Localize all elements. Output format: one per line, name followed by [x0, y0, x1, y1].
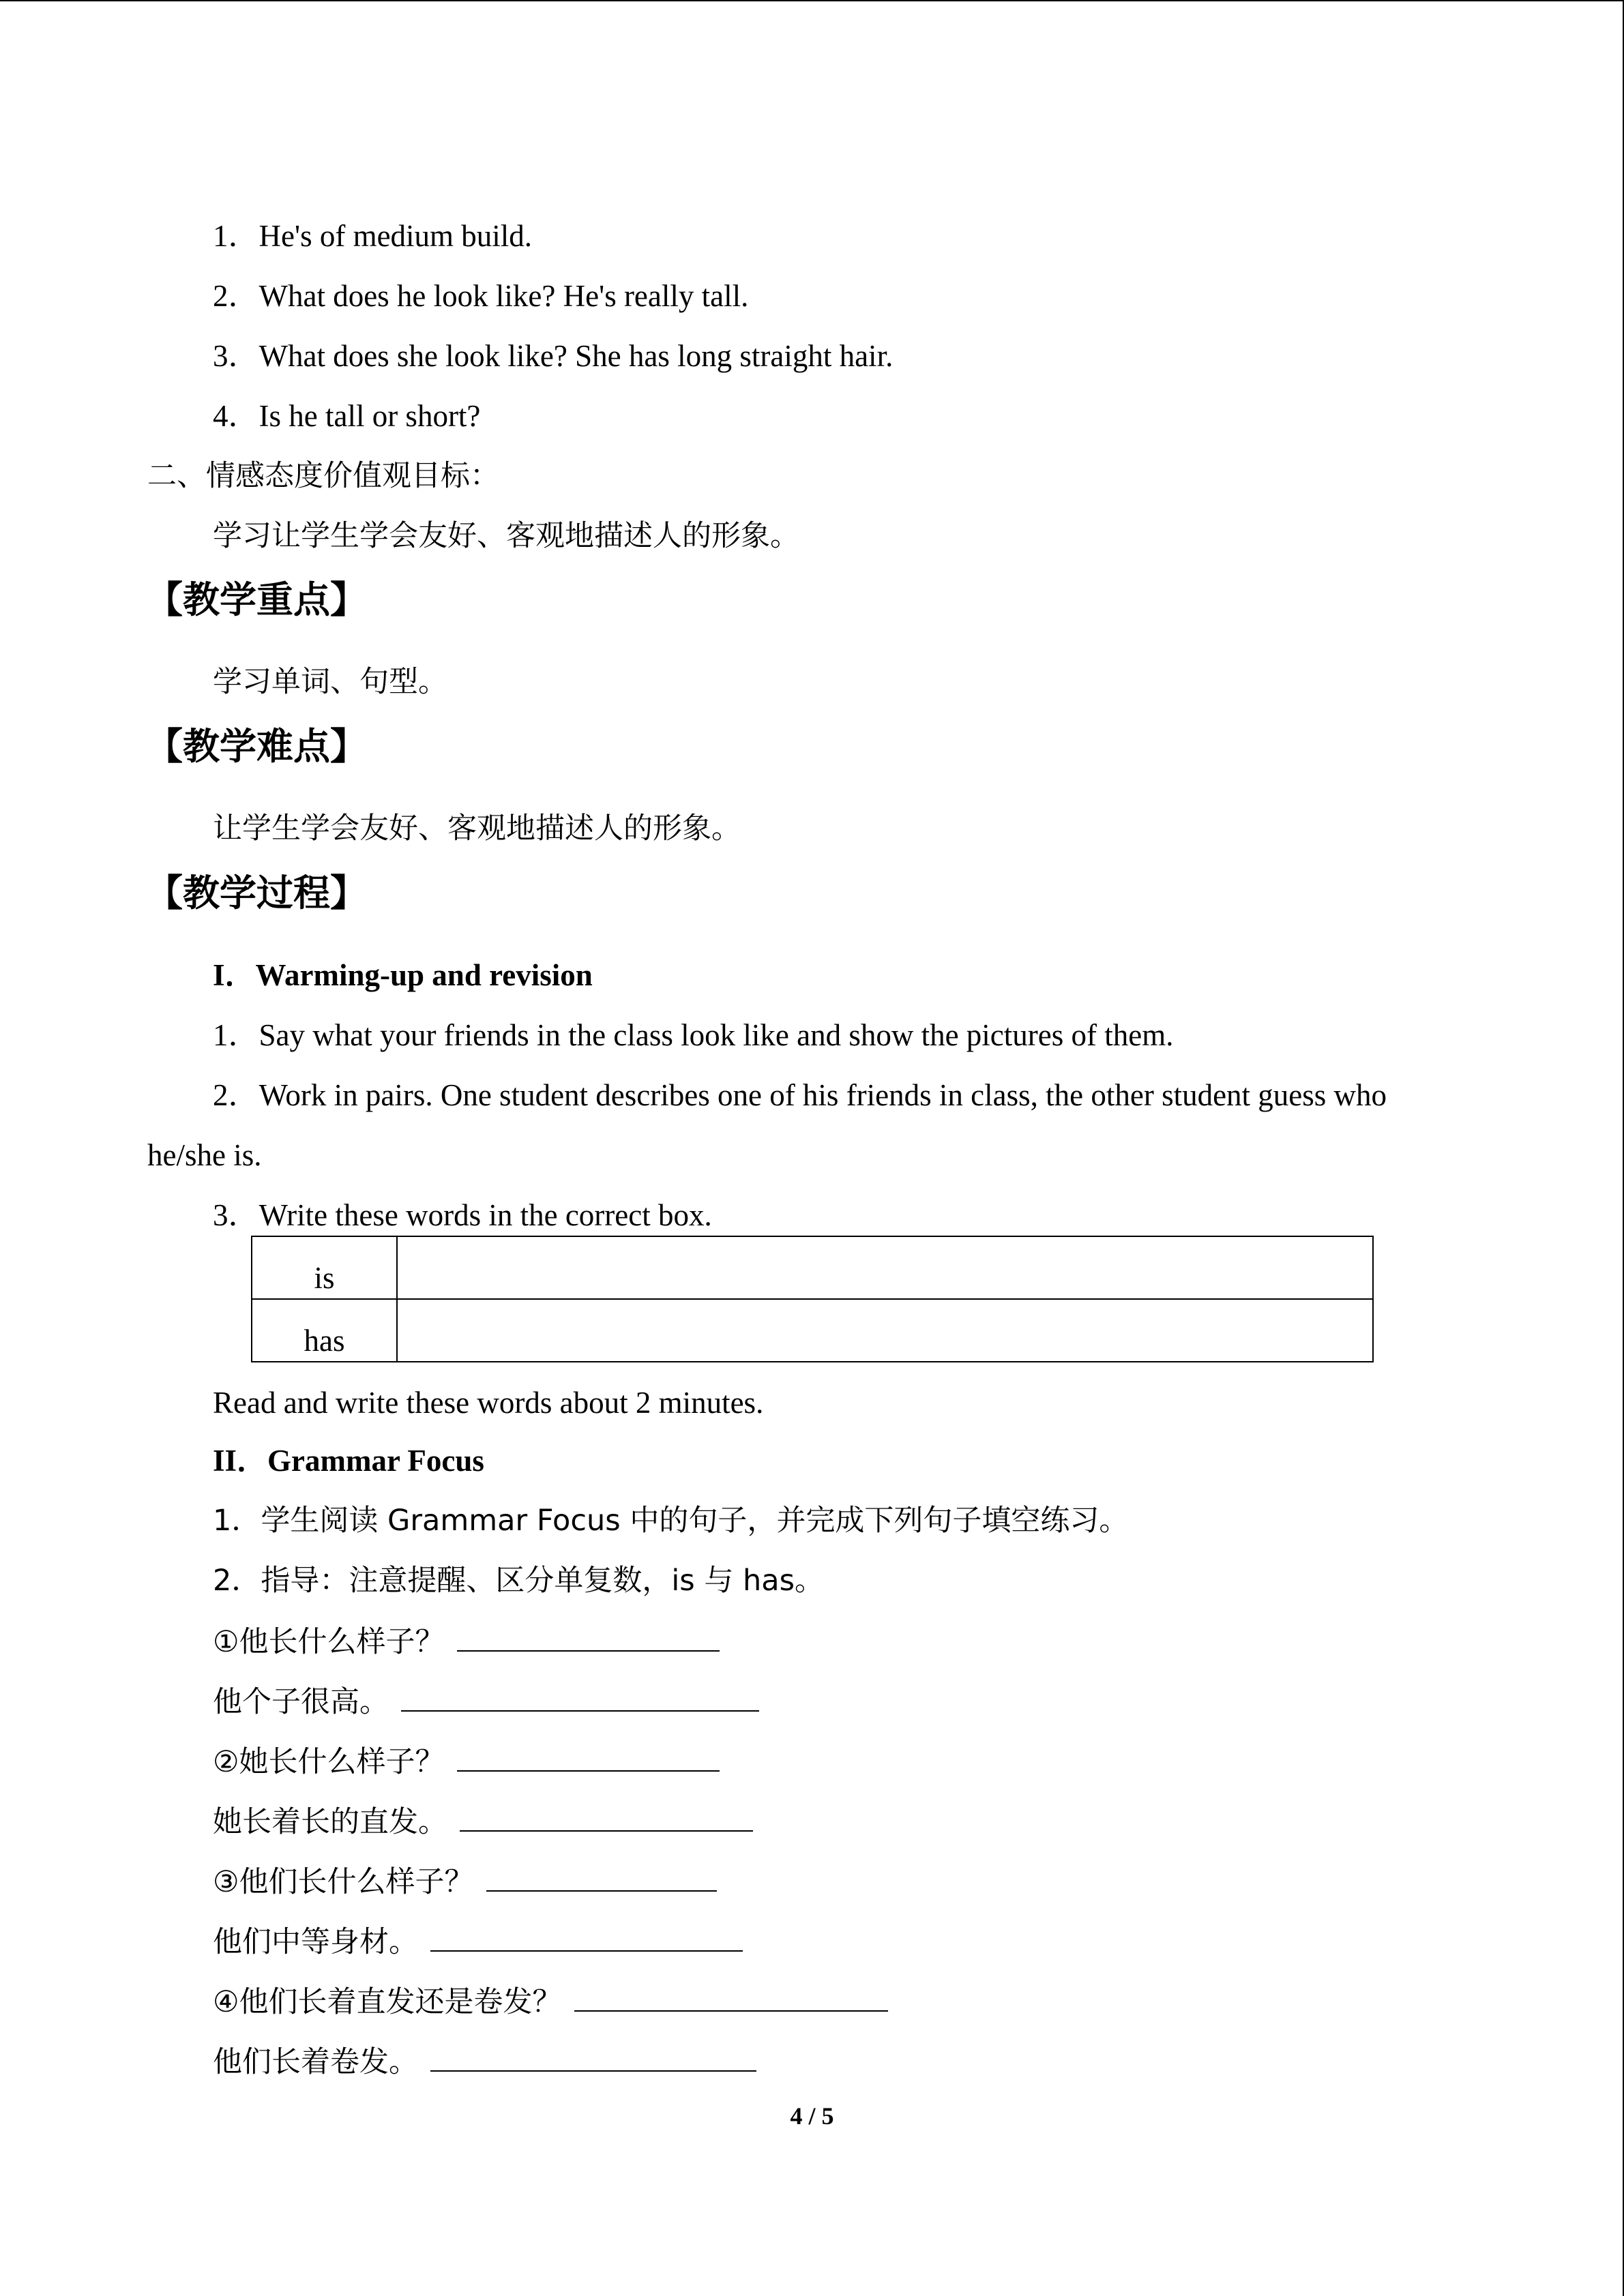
difficult-points-text: 让学生学会友好、客观地描述人的形象。 — [213, 811, 741, 846]
word-box-table — [251, 1236, 1374, 1362]
key-points-heading: 【教学重点】 — [146, 578, 367, 621]
answer-blank[interactable] — [486, 1860, 717, 1892]
table-answer-cell[interactable] — [397, 1236, 1373, 1299]
table-answer-cell[interactable] — [397, 1299, 1373, 1362]
difficult-points-heading: 【教学难点】 — [146, 725, 367, 768]
emotion-goal-heading: 二、情感态度价值观目标： — [147, 459, 499, 493]
section1-title: I．Warming-up and revision — [213, 958, 593, 992]
read-write-instruction: Read and write these words about 2 minutes. — [213, 1386, 764, 1420]
table-cell-is: is — [252, 1236, 397, 1299]
exercise-line — [213, 2040, 756, 2083]
step-3: 3．Write these words in the correct box. — [213, 1198, 712, 1232]
sentence-2: 2．What does he look like? He's really tall. — [213, 279, 749, 313]
answer-blank[interactable] — [430, 2040, 756, 2072]
exercise-line — [213, 1740, 720, 1783]
key-points-text: 学习单词、句型。 — [213, 665, 447, 699]
exercise-line — [213, 1620, 720, 1663]
process-heading: 【教学过程】 — [146, 871, 367, 914]
exercise-prompt: 他个子很高。 — [213, 1685, 389, 1719]
answer-blank[interactable] — [430, 1920, 743, 1952]
grammar-focus-step-2: 2．指导：注意提醒、区分单复数，is 与 has。 — [213, 1564, 825, 1598]
exercise-prompt: 他们长着卷发。 — [213, 2045, 418, 2079]
exercise-prompt: ③他们长什么样子？ — [213, 1865, 474, 1899]
table-cell-has: has — [252, 1299, 397, 1362]
exercise-prompt: 她长着长的直发。 — [213, 1805, 447, 1839]
sentence-4: 4．Is he tall or short? — [213, 399, 481, 433]
page-number: 4 / 5 — [790, 2102, 834, 2130]
answer-blank[interactable] — [457, 1740, 720, 1772]
step-2-line-1: 2．Work in pairs. One student describes one of his friends in class, the other student guess who — [213, 1078, 1387, 1112]
exercise-prompt: 他们中等身材。 — [213, 1925, 418, 1959]
answer-blank[interactable] — [574, 1980, 888, 2012]
exercise-prompt: ②她长什么样子？ — [213, 1745, 445, 1779]
exercise-line — [213, 1860, 717, 1903]
step-2-line-2: he/she is. — [147, 1138, 262, 1172]
grammar-focus-step-1: 1．学生阅读 Grammar Focus 中的句子，并完成下列句子填空练习。 — [213, 1504, 1129, 1538]
exercise-line — [213, 1680, 759, 1723]
exercise-prompt: ①他长什么样子？ — [213, 1625, 445, 1659]
exercise-line — [213, 1920, 743, 1963]
page-border-top — [0, 0, 1624, 1]
emotion-goal-text: 学习让学生学会友好、客观地描述人的形象。 — [213, 519, 799, 553]
answer-blank[interactable] — [457, 1620, 720, 1652]
answer-blank[interactable] — [401, 1680, 759, 1712]
section2-title: II．Grammar Focus — [213, 1444, 484, 1478]
sentence-3: 3．What does she look like? She has long straight hair. — [213, 339, 894, 373]
exercise-line — [213, 1980, 888, 2023]
table-row — [252, 1236, 1373, 1299]
exercise-prompt: ④他们长着直发还是卷发？ — [213, 1985, 562, 2019]
answer-blank[interactable] — [460, 1800, 753, 1832]
table-row — [252, 1299, 1373, 1362]
exercise-line — [213, 1800, 753, 1843]
sentence-1: 1．He's of medium build. — [213, 219, 533, 253]
step-1: 1．Say what your friends in the class look like and show the pictures of them. — [213, 1018, 1174, 1052]
